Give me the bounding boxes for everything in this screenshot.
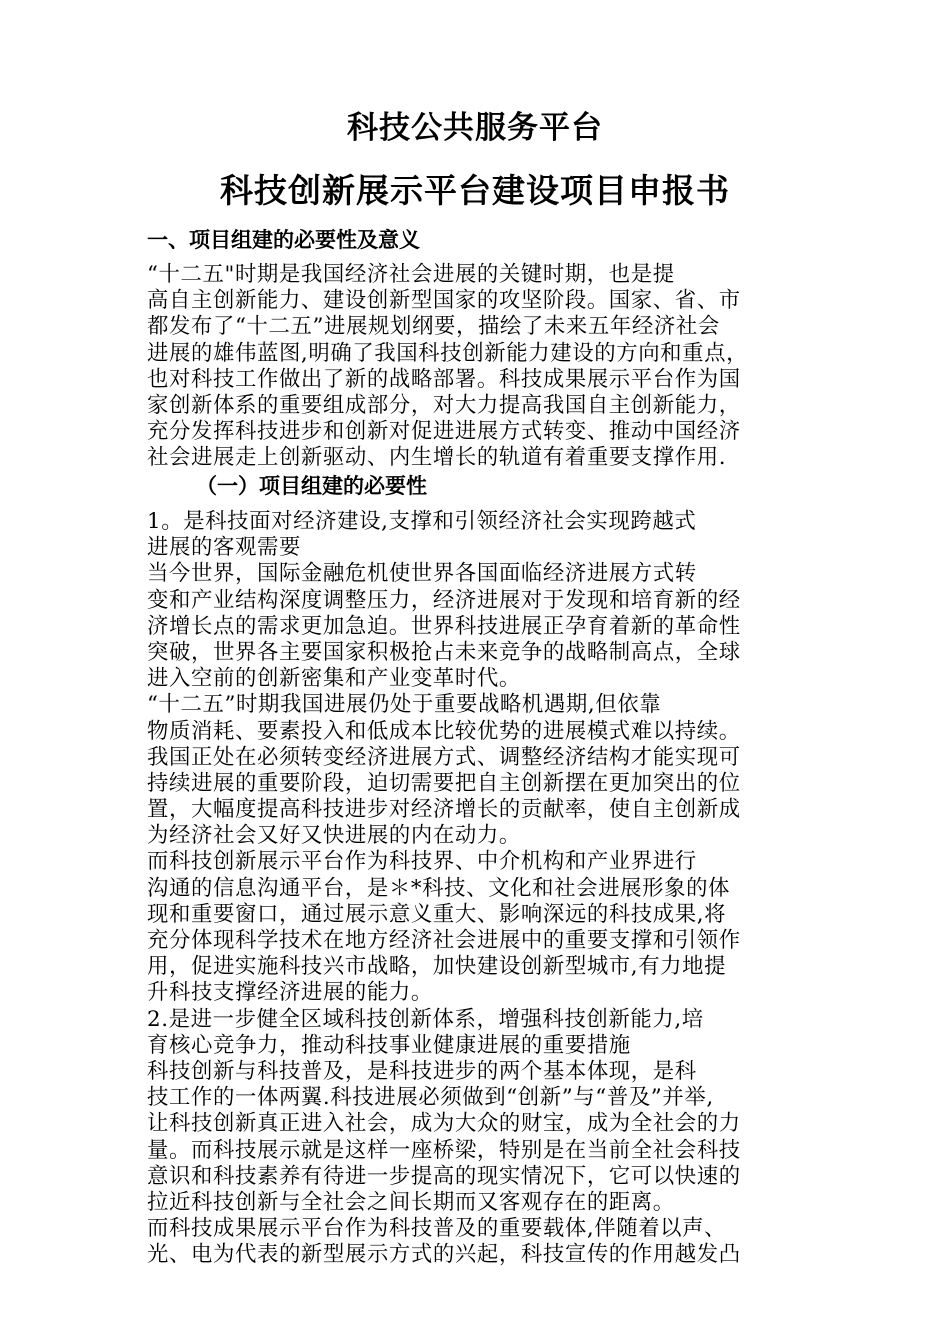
text-line: 充分体现科学技术在地方经济社会进展中的重要支撑和引领作 (147, 928, 741, 953)
text-line: 现和重要窗口，通过展示意义重大、影响深远的科技成果,将 (147, 901, 727, 927)
text-line: 量。而科技展示就是这样一座桥梁，特别是在当前全社会科技 (147, 1137, 741, 1163)
section-heading: 一、项目组建的必要性及意义 (147, 228, 420, 252)
text-line: 进展的雄伟蓝图,明确了我国科技创新能力建设的方向和重点， (147, 340, 749, 366)
text-line: 为经济社会又好又快进展的内在动力。 (147, 823, 521, 849)
text-line: 我国正处在必须转变经济进展方式、调整经济结构才能实现可 (147, 744, 741, 770)
text-line: 社会进展走上创新驱动、内生增长的轨道有着重要支撑作用. (147, 445, 727, 471)
text-line: 置，大幅度提高科技进步对经济增长的贡献率，使自主创新成 (147, 797, 741, 823)
text-line: 让科技创新真正进入社会，成为大众的财宝，成为全社会的力 (147, 1111, 741, 1137)
text-line: 也对科技工作做出了新的战略部署。科技成果展示平台作为国 (147, 366, 741, 392)
text-line: 而科技成果展示平台作为科技普及的重要载体,伴随着以声、 (147, 1216, 727, 1242)
text-line: 高自主创新能力、建设创新型国家的攻坚阶段。国家、省、市 (147, 288, 741, 314)
text-line: 当今世界，国际金融危机使世界各国面临经济进展方式转 (147, 561, 697, 587)
text-line: 科技创新与科技普及，是科技进步的两个基本体现，是科 (147, 1058, 697, 1084)
text-line: 1。是科技面对经济建设,支撑和引领经济社会实现跨越式 (147, 509, 697, 534)
intro-paragraph (147, 262, 809, 472)
text-line: 充分发挥科技进步和创新对促进进展方式转变、推动中国经济 (147, 419, 741, 445)
text-line: “十二五”时期我国进展仍处于重要战略机遇期,但依靠 (147, 692, 662, 718)
text-line: “十二五"时期是我国经济社会进展的关键时期，也是提 (147, 262, 675, 287)
body-paragraphs (147, 509, 809, 1268)
document-title-line2: 科技创新展示平台建设项目申报书 (220, 171, 730, 210)
text-line: 进展的客观需要 (147, 535, 301, 561)
text-line: 而科技创新展示平台作为科技界、中介机构和产业界进行 (147, 849, 697, 875)
text-line: 都发布了“十二五”进展规划纲要，描绘了未来五年经济社会 (147, 314, 720, 340)
text-line: 沟通的信息沟通平台，是＊*科技、文化和社会进展形象的体 (147, 875, 731, 901)
text-line: 意识和科技素养有待进一步提高的现实情况下，它可以快速的 (147, 1163, 741, 1189)
document-title-line1: 科技公共服务平台 (347, 110, 603, 146)
text-line: 升科技支撑经济进展的能力。 (147, 980, 433, 1006)
text-line: 突破，世界各主要国家积极抢占未来竞争的战略制高点，全球 (147, 639, 741, 665)
text-line: 济增长点的需求更加急迫。世界科技进展正孕育着新的革命性 (147, 613, 741, 639)
text-line: 持续进展的重要阶段，迫切需要把自主创新摆在更加突出的位 (147, 770, 741, 796)
text-line: 育核心竞争力，推动科技事业健康进展的重要措施 (147, 1032, 631, 1058)
text-line: 物质消耗、要素投入和低成本比较优势的进展模式难以持续。 (147, 718, 741, 744)
text-line: 2.是进一步健全区域科技创新体系，增强科技创新能力,培 (147, 1006, 704, 1032)
text-line: 光、电为代表的新型展示方式的兴起，科技宣传的作用越发凸 (147, 1242, 741, 1268)
text-line: 技工作的一体两翼.科技进展必须做到“创新”与“普及”并举, (147, 1085, 714, 1111)
text-line: 用，促进实施科技兴市战略，加快建设创新型城市,有力地提 (147, 954, 727, 980)
text-line: 家创新体系的重要组成部分，对大力提高我国自主创新能力， (147, 392, 741, 418)
text-line: 变和产业结构深度调整压力，经济进展对于发现和培育新的经 (147, 587, 741, 613)
subsection-heading: （一）项目组建的必要性 (196, 474, 427, 498)
text-line: 进入空前的创新密集和产业变革时代。 (147, 666, 521, 692)
text-line: 拉近科技创新与全社会之间长期而又客观存在的距离。 (147, 1189, 675, 1215)
